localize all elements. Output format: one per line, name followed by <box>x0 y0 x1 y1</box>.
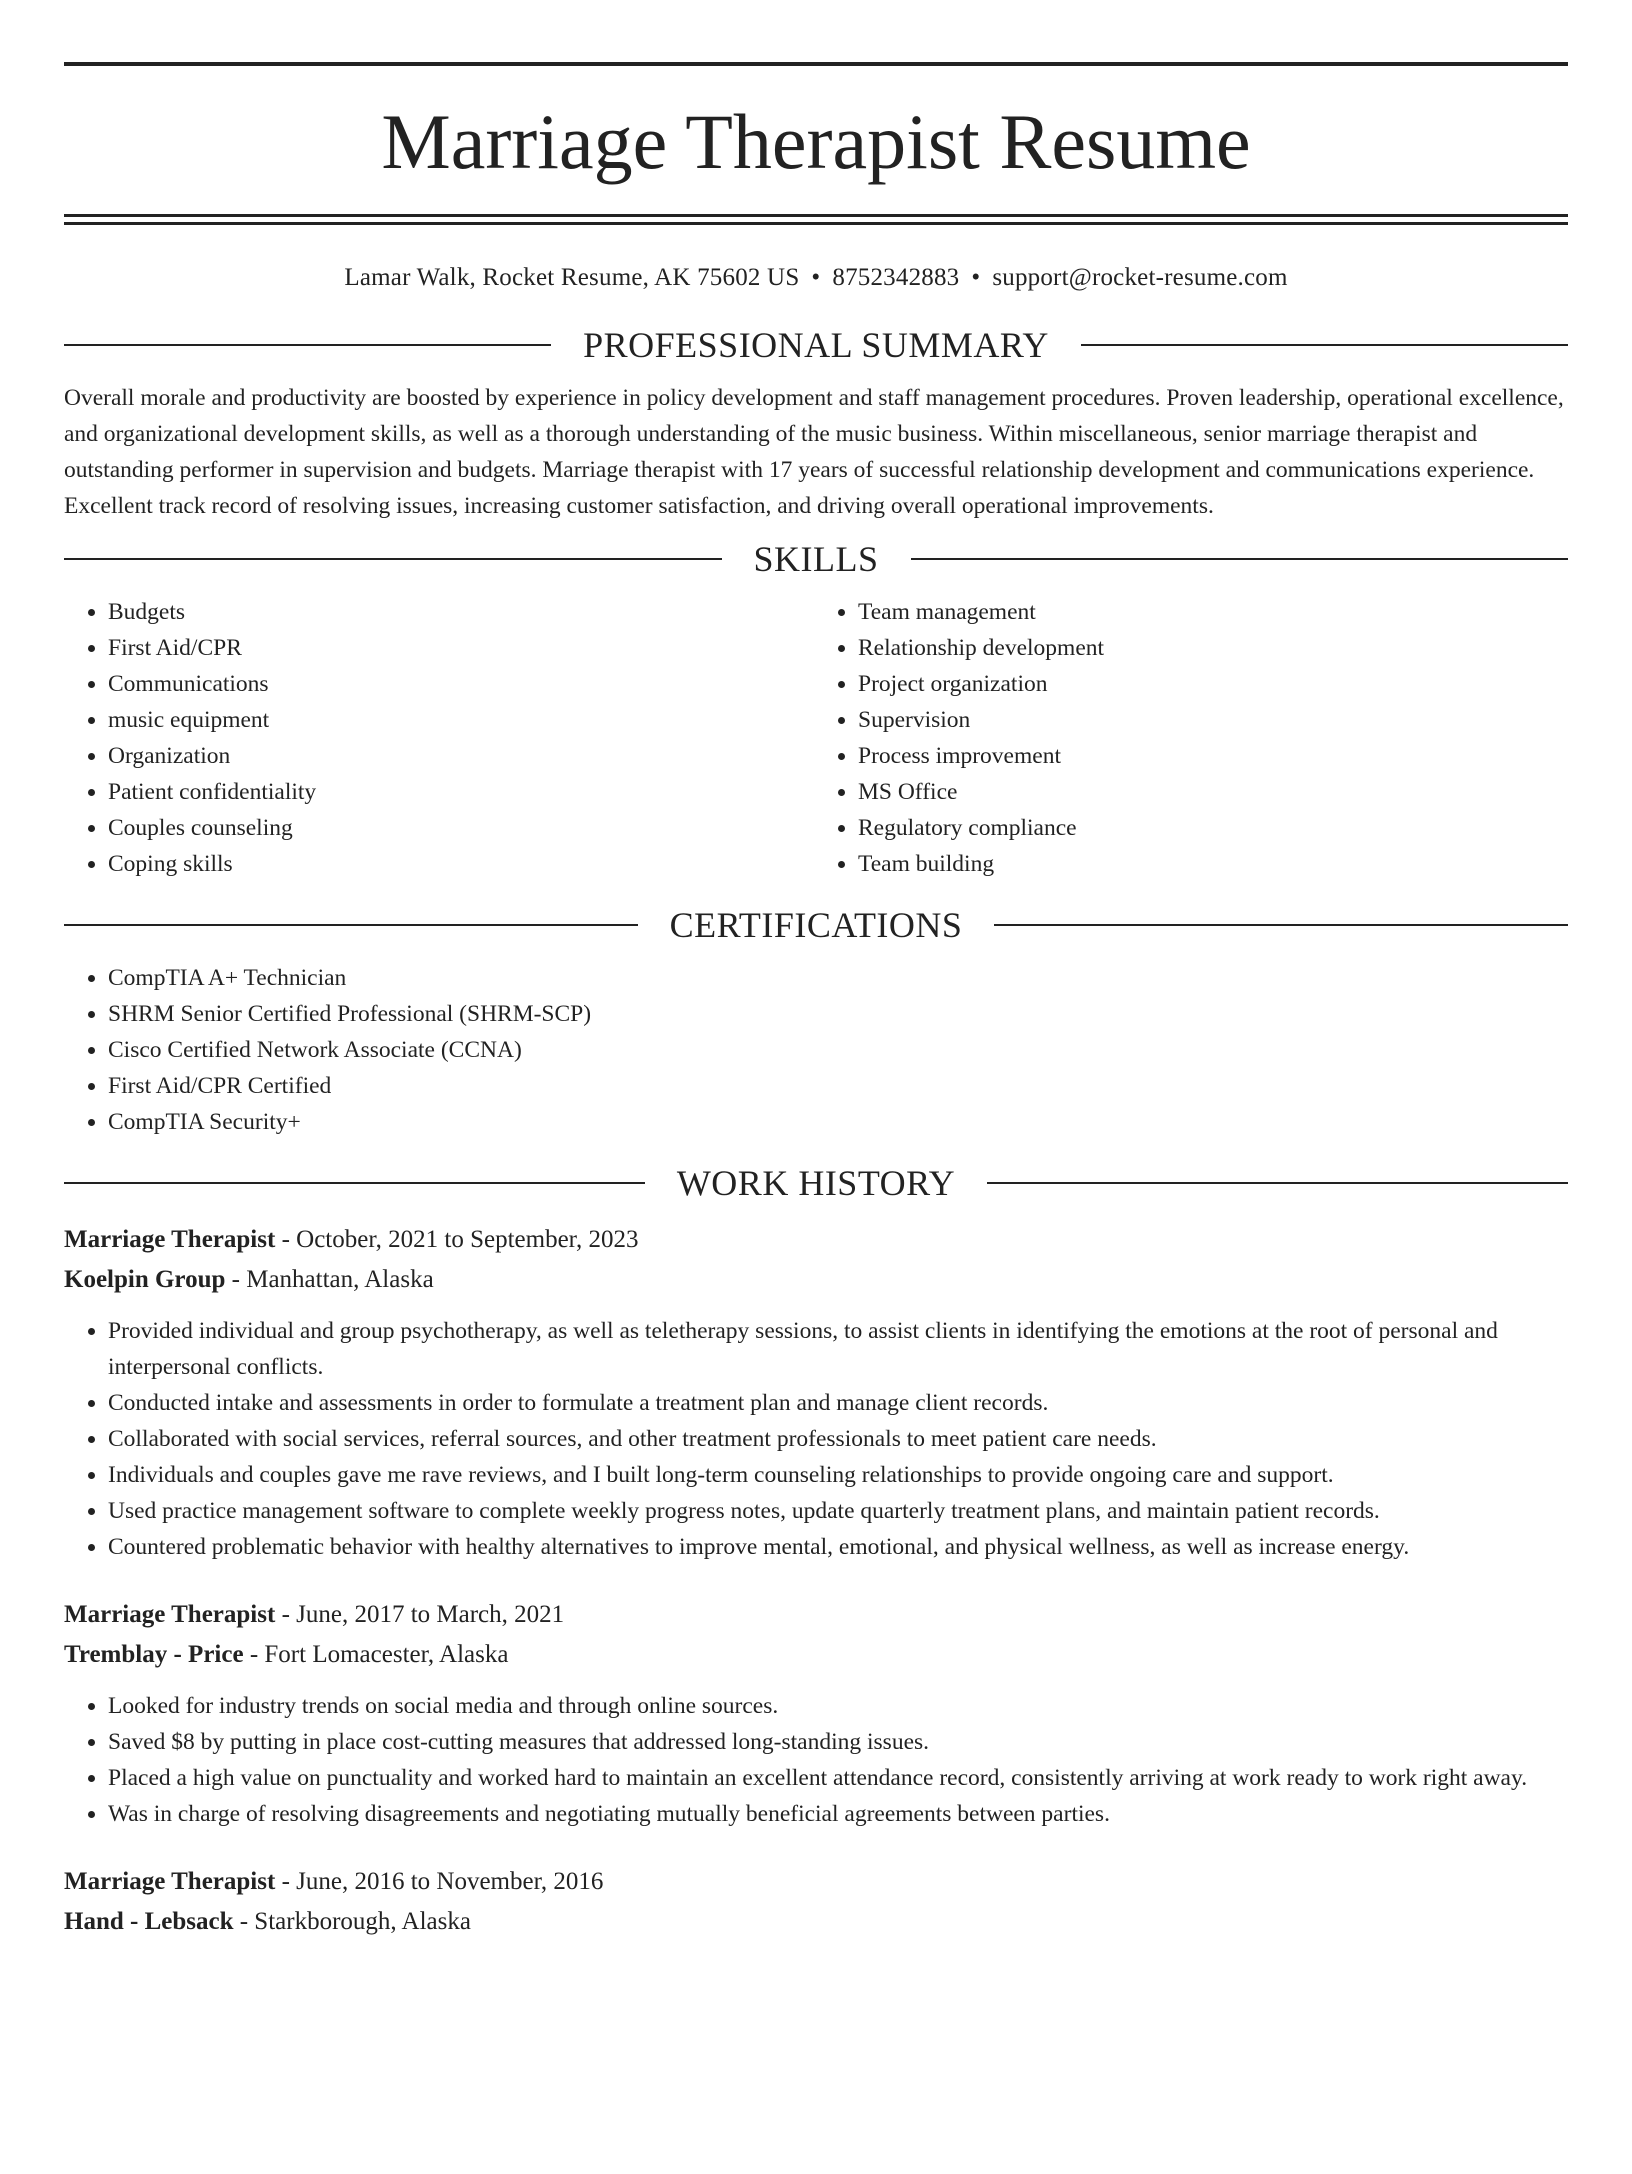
skill-item: • Regulatory compliance <box>858 810 1568 846</box>
job-location: - Fort Lomacester, Alaska <box>243 1641 509 1668</box>
top-rule <box>64 62 1568 66</box>
job-title-line <box>64 1221 1568 1259</box>
job-duty-item: • Placed a high value on punctuality and worked hard to maintain an excellent attendance record, consistently arriving at work ready to work right away. <box>108 1760 1568 1796</box>
job-duty-item: • Used practice management software to complete weekly progress notes, update quarterly treatment plans, and maintain patient records. <box>108 1493 1568 1529</box>
skill-item: • Team building <box>858 846 1568 882</box>
skill-item: • Patient confidentiality <box>108 774 818 810</box>
divider-line <box>911 558 1569 560</box>
separator-dot: • <box>811 264 821 291</box>
section-header-work-history <box>64 1163 1568 1203</box>
job-duty-item: • Countered problematic behavior with healthy alternatives to improve mental, emotional, and physical wellness, as well as increase energy. <box>108 1529 1568 1565</box>
work-history-entries <box>64 1221 1568 1941</box>
section-title-certifications: CERTIFICATIONS <box>669 905 963 945</box>
job-entry <box>64 1596 1568 1832</box>
job-dates: - June, 2017 to March, 2021 <box>275 1601 565 1628</box>
skills-grid <box>64 594 1568 882</box>
skill-item: • music equipment <box>108 702 818 738</box>
divider-line <box>987 1182 1568 1184</box>
section-header-certifications <box>64 905 1568 945</box>
job-title: Marriage Therapist <box>64 1601 276 1628</box>
divider-line <box>64 924 638 926</box>
job-title-line <box>64 1863 1568 1901</box>
skill-item: • First Aid/CPR <box>108 630 818 666</box>
contact-phone: 8752342883 <box>832 264 960 291</box>
job-entry <box>64 1221 1568 1565</box>
job-company: Hand - Lebsack <box>64 1908 234 1935</box>
skill-item: • MS Office <box>858 774 1568 810</box>
contact-address: Lamar Walk, Rocket Resume, AK 75602 US <box>344 264 800 291</box>
job-title: Marriage Therapist <box>64 1868 276 1895</box>
job-duty-item: • Was in charge of resolving disagreements and negotiating mutually beneficial agreements between parties. <box>108 1796 1568 1832</box>
skill-item: • Organization <box>108 738 818 774</box>
contact-email: support@rocket-resume.com <box>992 264 1288 291</box>
summary-text: Overall morale and productivity are boosted by experience in policy development and staff management procedures. Proven leadership, operational excellence, and organizational development skills, as well as a thorough understanding of the music business. Within miscellaneous, senior marriage therapist and outstanding performer in supervision and budgets. Marriage therapist with 17 years of successful relationship development and communications experience. Excellent track record of resolving issues, increasing customer satisfaction, and driving overall operational improvements. <box>64 385 1564 519</box>
job-company: Tremblay - Price <box>64 1641 244 1668</box>
certification-item: • Cisco Certified Network Associate (CCNA) <box>108 1032 1568 1068</box>
section-title-work-history: WORK HISTORY <box>676 1163 956 1203</box>
job-company: Koelpin Group <box>64 1266 226 1293</box>
title-double-rule <box>64 214 1568 225</box>
divider-line <box>1081 344 1568 346</box>
divider-line <box>994 924 1568 926</box>
skill-item: • Coping skills <box>108 846 818 882</box>
job-dates: - October, 2021 to September, 2023 <box>275 1226 639 1253</box>
certification-item: • First Aid/CPR Certified <box>108 1068 1568 1104</box>
job-duties-list <box>64 1313 1568 1565</box>
skills-list-right <box>818 594 1568 882</box>
skill-item: • Couples counseling <box>108 810 818 846</box>
job-duties-list <box>64 1688 1568 1832</box>
certification-item: • CompTIA A+ Technician <box>108 960 1568 996</box>
separator-dot: • <box>971 264 981 291</box>
job-duty-item: • Collaborated with social services, referral sources, and other treatment professionals to meet patient care needs. <box>108 1421 1568 1457</box>
skill-item: • Process improvement <box>858 738 1568 774</box>
section-header-summary <box>64 325 1568 365</box>
section-title-skills: SKILLS <box>753 539 879 579</box>
skill-item: • Budgets <box>108 594 818 630</box>
skill-item: • Project organization <box>858 666 1568 702</box>
skill-item: • Communications <box>108 666 818 702</box>
page-title: Marriage Therapist Resume <box>381 98 1251 185</box>
certifications-list <box>64 960 1568 1140</box>
section-title-summary: PROFESSIONAL SUMMARY <box>583 325 1049 365</box>
job-duty-item: • Saved $8 by putting in place cost-cutting measures that addressed long-standing issues. <box>108 1724 1568 1760</box>
skills-list-left <box>64 594 818 882</box>
job-title-line <box>64 1596 1568 1634</box>
job-company-line <box>64 1636 1568 1674</box>
job-duty-item: • Conducted intake and assessments in order to formulate a treatment plan and manage client records. <box>108 1385 1568 1421</box>
skill-item: • Relationship development <box>858 630 1568 666</box>
job-duty-item: • Individuals and couples gave me rave reviews, and I built long-term counseling relationships to provide ongoing care and support. <box>108 1457 1568 1493</box>
job-company-line <box>64 1261 1568 1299</box>
skill-item: • Team management <box>858 594 1568 630</box>
divider-line <box>64 344 551 346</box>
job-company-line <box>64 1903 1568 1941</box>
job-dates: - June, 2016 to November, 2016 <box>275 1868 604 1895</box>
section-header-skills <box>64 539 1568 579</box>
job-entry <box>64 1863 1568 1941</box>
skill-item: • Supervision <box>858 702 1568 738</box>
resume-page <box>0 62 1632 2174</box>
certification-item: • CompTIA Security+ <box>108 1104 1568 1140</box>
certification-item: • SHRM Senior Certified Professional (SHRM-SCP) <box>108 996 1568 1032</box>
divider-line <box>64 558 722 560</box>
job-duty-item: • Looked for industry trends on social media and through online sources. <box>108 1688 1568 1724</box>
job-title: Marriage Therapist <box>64 1226 276 1253</box>
job-location: - Starkborough, Alaska <box>233 1908 471 1935</box>
contact-line <box>64 263 1568 293</box>
divider-line <box>64 1182 645 1184</box>
job-duty-item: • Provided individual and group psychotherapy, as well as teletherapy sessions, to assist clients in identifying the emotions at the root of personal and interpersonal conflicts. <box>108 1313 1568 1385</box>
job-location: - Manhattan, Alaska <box>225 1266 434 1293</box>
